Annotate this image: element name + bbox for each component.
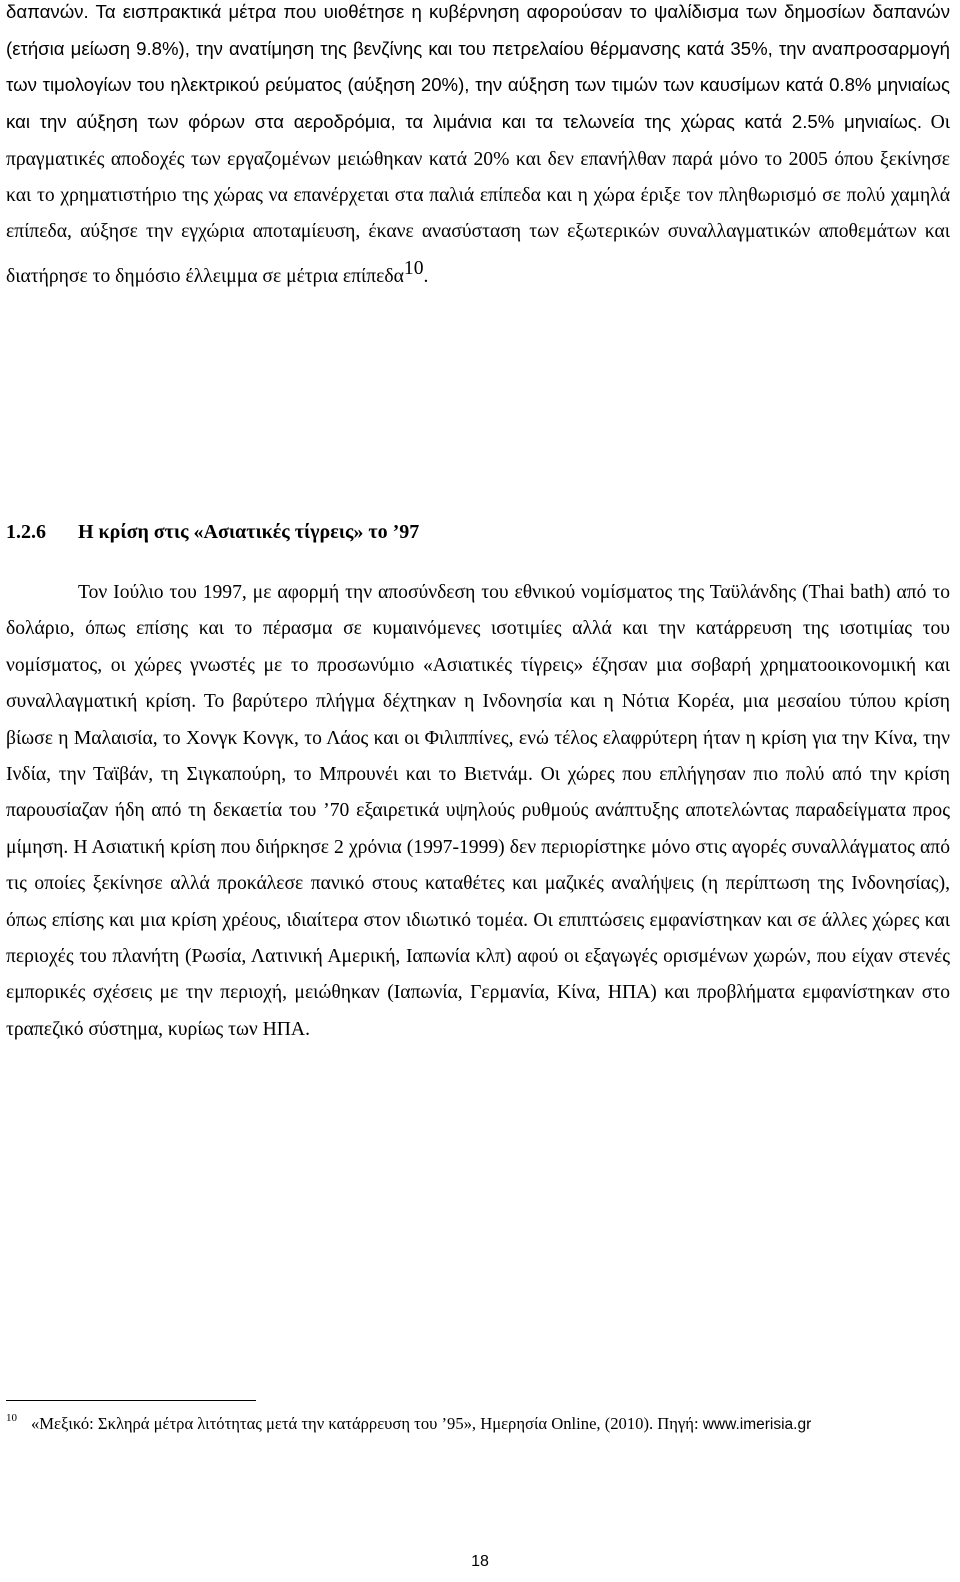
section-title: Η κρίση στις «Ασιατικές τίγρεις» το ’97 bbox=[78, 521, 420, 543]
footnote bbox=[6, 1412, 950, 1437]
footnote-text: «Μεξικό: Σκληρά μέτρα λιτότητας μετά την κατάρρευση του ’95», Ημερησία Online, (2010). Πηγή: bbox=[31, 1414, 699, 1433]
paragraph-1-serif-text: Οι πραγματικές αποδοχές των εργαζομένων μειώθηκαν κατά 20% και δεν επανήλθαν παρά μόνο το 2005 όπου ξεκίνησε και το χρηματιστήριο της χώρας να επανέρχεται στα παλιά επίπεδα και η χώρα έριξε τον πληθωρισμό σε πολύ χαμηλά επίπεδα, αύξησε την εγχώρια αποταμίευση, έκανε ανασύσταση των εξωτερικών συναλλαγματικών αποθεμάτων και διατήρησε το δημόσιο έλλειμμα σε μέτρια επίπεδα bbox=[6, 112, 950, 287]
body-paragraph-1 bbox=[6, 0, 950, 295]
footnote-source-link[interactable]: www.imerisia.gr bbox=[702, 1416, 812, 1433]
footnote-number: 10 bbox=[6, 1412, 17, 1424]
paragraph-1-sans-text: δαπανών. Τα εισπρακτικά μέτρα που υιοθέτησε η κυβέρνηση αφορούσαν το ψαλίδισμα των δημοσίων δαπανών (ετήσια μείωση 9.8%), την ανατίμηση της βενζίνης και του πετρελαίου θέρμανσης κατά 35%, την αναπροσαρμογή των τιμολογίων του ηλεκτρικού ρεύματος (αύξηση 20%), την αύξηση των τιμών των καυσίμων κατά 0.8% μηνιαίως και την αύξηση των φόρων στα αεροδρόμια, τα λιμάνια και τα τελωνεία της χώρας κατά 2.5% μηνιαίως. bbox=[6, 1, 950, 133]
footnote-reference[interactable]: 10 bbox=[403, 257, 424, 279]
body-paragraph-2: Τον Ιούλιο του 1997, με αφορμή την αποσύνδεση του εθνικού νομίσματος της Ταϋλάνδης (Thai bath) από το δολάριο, όπως επίσης και το πέρασμα σε κυμαινόμενες ισοτιμίες αλλά και την κατάρρευση της ισοτιμίας του νομίσματος, οι χώρες γνωστές με το προσωνύμιο «Ασιατικές τίγρεις» έζησαν μια σοβαρή χρηματοοικονομική και συναλλαγματική κρίση. Το βαρύτερο πλήγμα δέχτηκαν η Ινδονησία και η Νότια Κορέα, μια μεσαίου τύπου κρίση βίωσε η Μαλαισία, το Χονγκ Κονγκ, το Λάος και οι Φιλιππίνες, ενώ τέλος ελαφρύτερη ήταν η κρίση για την Κίνα, την Ινδία, την Ταϊβάν, τη Σιγκαπούρη, το Μπρουνέι και το Βιετνάμ. Οι χώρες που επλήγησαν πιο πολύ από την κρίση παρουσίαζαν ήδη από τη δεκαετία του ’70 εξαιρετικά υψηλούς ρυθμούς ανάπτυξης αποτελώντας παραδείγματα προς μίμηση. Η Ασιατική κρίση που διήρκησε 2 χρόνια (1997-1999) δεν περιορίστηκε μόνο στις αγορές συναλλάγματος από τις οποίες ξεκίνησε αλλά προκάλεσε πανικό στους καταθέτες και μαζικές αναλήψεις (η περίπτωση της Ινδονησίας), όπως επίσης και μια κρίση χρέους, ιδιαίτερα στον ιδιωτικό τομέα. Οι επιπτώσεις εμφανίστηκαν και σε άλλες χώρες και περιοχές του πλανήτη (Ρωσία, Λατινική Αμερική, Ιαπωνία κλπ) αφού οι εξαγωγές ορισμένων χωρών, που είχαν στενές εμπορικές σχέσεις με την περιοχή, μειώθηκαν (Ιαπωνία, Γερμανία, Κίνα, ΗΠΑ) και προβλήματα εμφανίστηκαν στο τραπεζικό σύστημα, κυρίως των ΗΠΑ. bbox=[6, 582, 950, 1040]
section-number: 1.2.6 bbox=[6, 521, 46, 543]
footnote-separator bbox=[6, 1400, 256, 1401]
paragraph-1-end: . bbox=[423, 265, 429, 287]
page-number: 18 bbox=[471, 1553, 489, 1570]
section-heading bbox=[6, 514, 419, 550]
